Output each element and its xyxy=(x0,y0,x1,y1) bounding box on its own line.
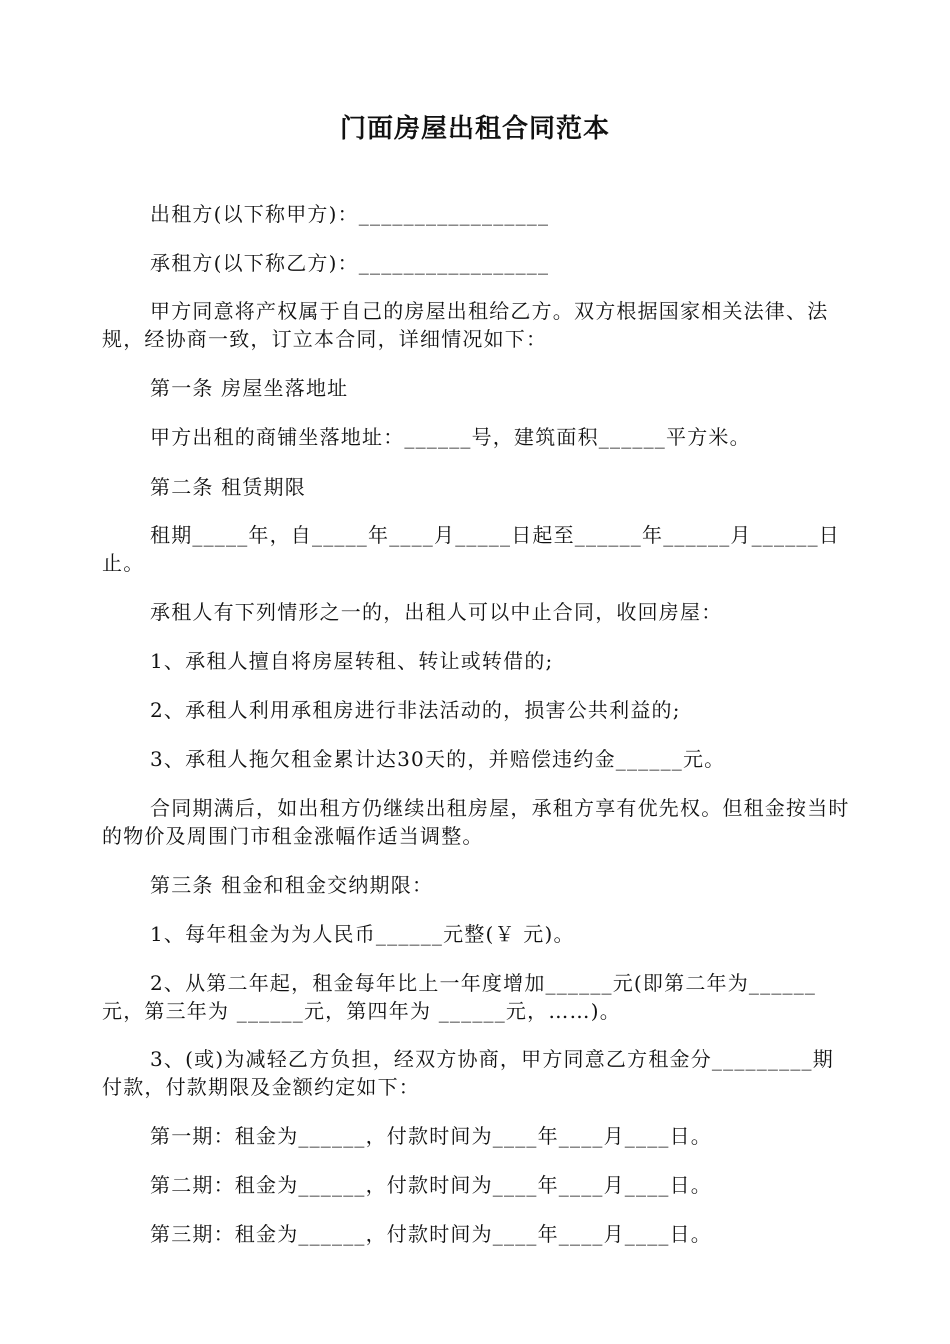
termination-item-2: 2、承租人利用承租房进行非法活动的，损害公共利益的; xyxy=(150,698,681,722)
rent-item-1: 1、每年租金为为人民币______元整(￥ 元)。 xyxy=(150,922,575,946)
document-title: 门面房屋出租合同范本 xyxy=(339,114,610,144)
termination-item-3: 3、承租人拖欠租金累计达30天的，并赔偿违约金______元。 xyxy=(150,747,726,771)
renewal-paragraph: 合同期满后，如出租方仍继续出租房屋，承租方享有优先权。但租金按当时的物价及周围门市租金涨幅作适当调整。 xyxy=(102,796,850,848)
lessor-line: 出租方(以下称甲方)：_________________ xyxy=(150,202,550,226)
installment-1: 第一期：租金为______，付款时间为____年____月____日。 xyxy=(150,1124,712,1148)
shop-address-line: 甲方出租的商铺坐落地址：______号，建筑面积______平方米。 xyxy=(150,425,751,449)
article-3-heading: 第三条 租金和租金交纳期限： xyxy=(150,873,434,897)
rent-item-3: 3、(或)为减轻乙方负担，经双方协商，甲方同意乙方租金分_________期付款，付款期限及金额约定如下： xyxy=(102,1047,834,1099)
installment-2: 第二期：租金为______，付款时间为____年____月____日。 xyxy=(150,1173,712,1197)
termination-item-1: 1、承租人擅自将房屋转租、转让或转借的; xyxy=(150,649,554,673)
article-1-heading: 第一条 房屋坐落地址 xyxy=(150,376,349,400)
installment-3: 第三期：租金为______，付款时间为____年____月____日。 xyxy=(150,1222,712,1246)
article-2-heading: 第二条 租赁期限 xyxy=(150,475,306,499)
lessee-line: 承租方(以下称乙方)：_________________ xyxy=(150,251,550,275)
termination-intro: 承租人有下列情形之一的，出租人可以中止合同，收回房屋： xyxy=(150,600,723,624)
rent-item-2: 2、从第二年起，租金每年比上一年度增加______元(即第二年为______元，第三年为 ______元，第四年为 ______元，……)。 xyxy=(102,971,817,1023)
intro-paragraph: 甲方同意将产权属于自己的房屋出租给乙方。双方根据国家相关法律、法规，经协商一致，订立本合同，详细情况如下： xyxy=(102,299,829,351)
lease-term-paragraph: 租期_____年，自_____年____月_____日起至______年______月______日止。 xyxy=(102,523,840,575)
